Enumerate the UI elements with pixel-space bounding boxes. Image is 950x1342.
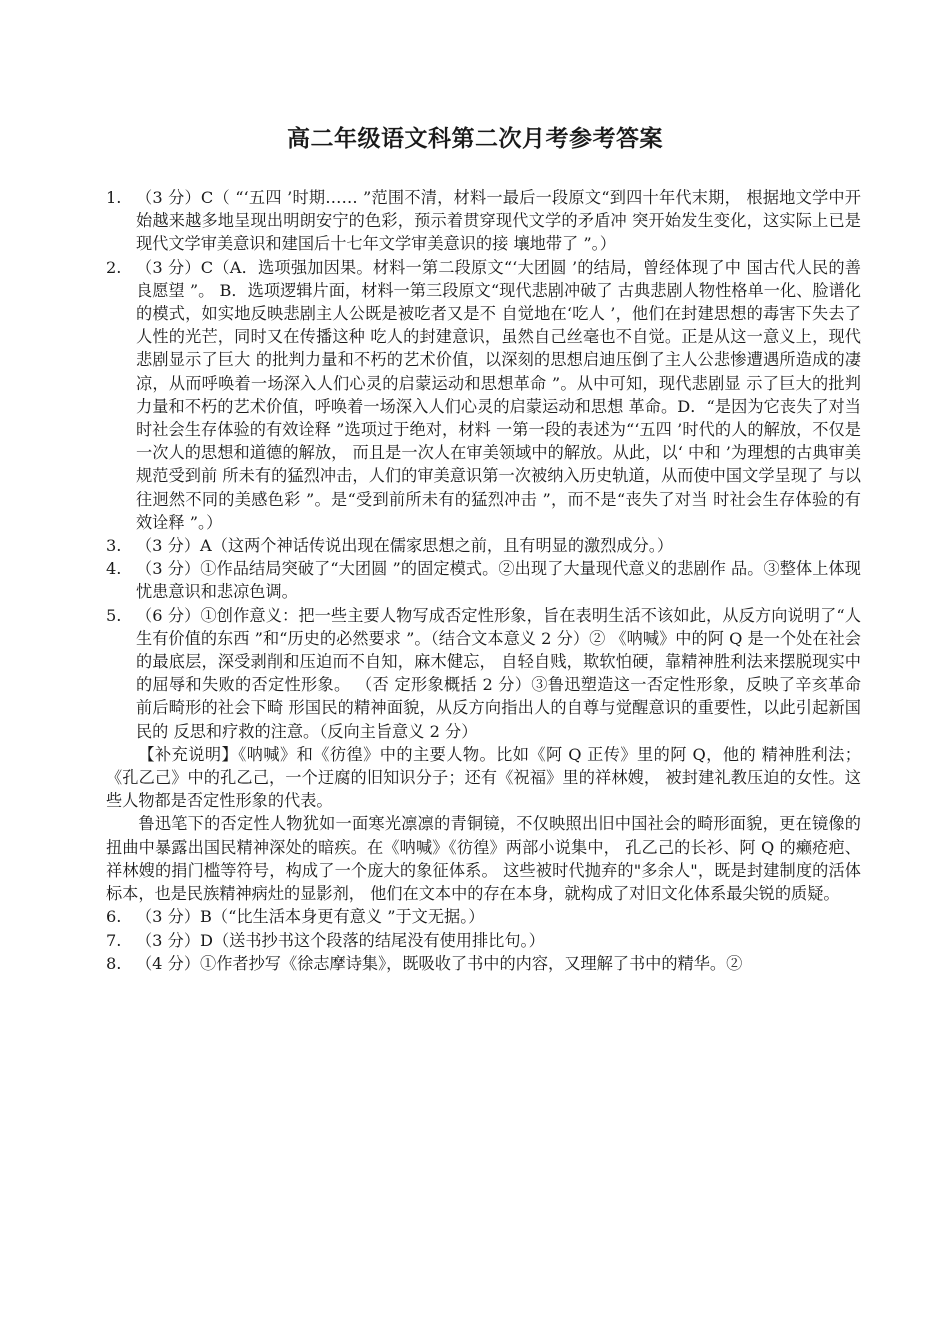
answer-item-8 [106, 952, 861, 975]
answer-item-2 [106, 256, 861, 534]
answer-item-3 [106, 534, 861, 557]
answer-number: 2. [106, 257, 122, 277]
supplementary-note: 【补充说明】《呐喊》和《彷徨》中的主要人物。比如《阿 Q 正传》里的阿 Q，他的 精神胜利法；《孔乙己》中的孔乙己，一个迂腐的旧知识分子；还有《祝福》里的祥林嫂， 被封建礼教压迫的女性。这些人物都是否定性形象的代表。 [106, 744, 861, 811]
answer-item-1 [106, 186, 861, 256]
answer-text: （3 分）A（这两个神话传说出现在儒家思想之前，且有明显的激烈成分。） [136, 536, 674, 556]
answer-number: 5. [106, 605, 122, 625]
answer-item-6 [106, 905, 861, 928]
answer-item-5 [106, 604, 861, 743]
page-title: 高二年级语文科第二次月考参考答案 [287, 126, 663, 152]
answer-item-4 [106, 557, 861, 603]
answer-number: 8. [106, 953, 122, 973]
answer-text: （3 分）①作品结局突破了“大团圆 ”的固定模式。②出现了大量现代意义的悲剧作 品。③整体上体现忧患意识和悲凉色调。 [136, 559, 861, 602]
answer-number: 7. [106, 930, 122, 950]
answer-text: （4 分）①作者抄写《徐志摩诗集》，既吸收了书中的内容，又理解了书中的精华。② [136, 953, 743, 973]
answer-number: 4. [106, 559, 122, 579]
answer-item-7 [106, 929, 861, 952]
answer-text: （6 分）①创作意义：把一些主要人物写成否定性形象，旨在表明生活不该如此，从反方向说明了“人生有价值的东西 ”和“历史的必然要求 ”。（结合文本意义 2 分）② 《呐喊》中的阿 Q 是一个处在社会的最底层，深受剥削和压迫而不自知，麻木健忘， 自轻自贱，欺软怕硬，靠精神胜利法来摆脱现实中的屈辱和失败的否定性形象。 （否 定形象概括 2 分）③鲁迅塑造这一否定性形象，反映了辛亥革命前后畸形的社会下畸 形国民的精神面貌，从反方向指出人的自尊与觉醒意识的重要性，以此引起新国民的 反思和疗救的注意。（反向主旨意义 2 分） [136, 605, 861, 741]
answer-text: （3 分）B（“比生活本身更有意义 ”于文无据。） [136, 907, 485, 927]
answer-number: 6. [106, 907, 122, 927]
answer-number: 3. [106, 536, 122, 556]
answer-text: （3 分）C（A．选项强加因果。材料一第二段原文“‘大团圆 ’的结局，曾经体现了中 国古代人民的善良愿望 ”。 B．选项逻辑片面，材料一第三段原文“现代悲剧冲破了 古典悲剧人物性格单一化、脸谱化的模式，如实地反映悲剧主人公既是被吃者又是不 自觉地在‘吃人 ’，他们在封建思想的毒害下失去了人性的光芒，同时又在传播这种 吃人的封建意识，虽然自己丝毫也不自觉。正是从这一意义上，现代悲剧显示了巨大 的批判力量和不朽的艺术价值，以深刻的思想启迪压倒了主人公悲惨遭遇所造成的凄 凉，从而呼唤着一场深入人们心灵的启蒙运动和思想革命 ”。从中可知，现代悲剧显 示了巨大的批判力量和不朽的艺术价值，呼唤着一场深入人们心灵的启蒙运动和思想 革命。D．“是因为它丧失了对当时社会生存体验的有效诠释 ”选项过于绝对，材料 一第一段的表述为“‘五四 ’时代的人的解放，不仅是一次人的思想和道德的解放， 而且是一次人在审美领域中的解放。从此，以‘ 中和 ’为理想的古典审美规范受到前 所未有的猛烈冲击，人们的审美意识第一次被纳入历史轨道，从而使中国文学呈现了 与以往迥然不同的美感色彩 ”。是“受到前所未有的猛烈冲击 ”，而不是“丧失了对当 时社会生存体验的有效诠释 ”。） [136, 257, 861, 532]
answer-number: 1. [106, 188, 122, 207]
answer-body [106, 186, 861, 975]
supplementary-paragraph: 鲁迅笔下的否定性人物犹如一面寒光凛凛的青铜镜，不仅映照出旧中国社会的畸形面貌，更在镜像的扭曲中暴露出国民精神深处的暗疾。在《呐喊》《彷徨》两部小说集中， 孔乙己的长衫、阿 Q 的癞疮疤、祥林嫂的捐门槛等符号，构成了一个庞大的象征体系。 这些被时代抛弃的"多余人"，既是封建制度的活体标本，也是民族精神病灶的显影剂， 他们在文本中的存在本身，就构成了对旧文化体系最尖锐的质疑。 [106, 814, 861, 904]
answer-text: （3 分）C（ “‘五四 ’时期…… ”范围不清，材料一最后一段原文“到四十年代末期， 根据地文学中开始越来越多地呈现出明朗安宁的色彩，预示着贯穿现代文学的矛盾冲 突开始发生变化，这实际上已是现代文学审美意识和建国后十七年文学审美意识的接 壤地带了 ”。） [136, 188, 861, 254]
answer-text: （3 分）D（送书抄书这个段落的结尾没有使用排比句。） [136, 930, 545, 950]
